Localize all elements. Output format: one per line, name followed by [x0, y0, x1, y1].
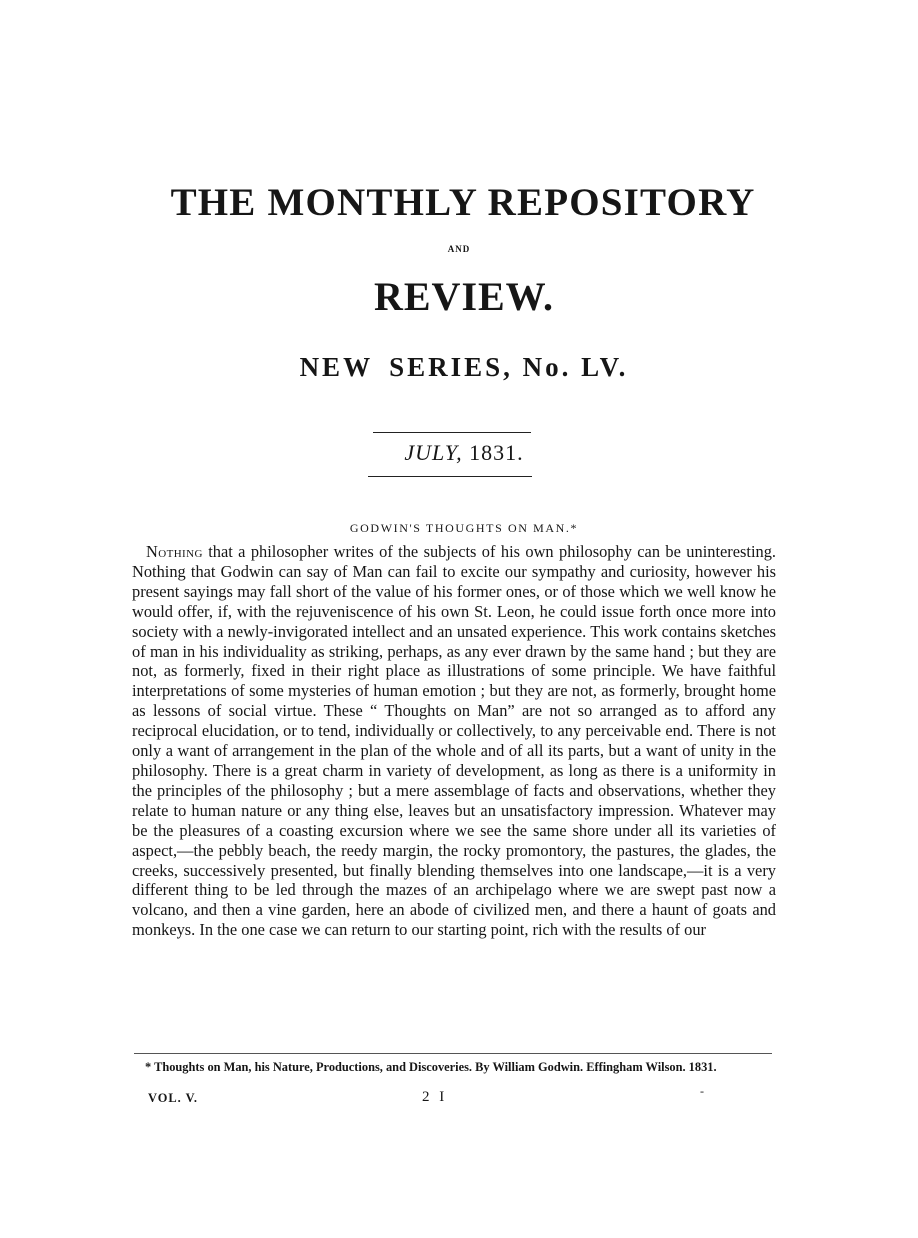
journal-title: THE MONTHLY REPOSITORY	[170, 181, 756, 224]
series-line	[0, 352, 918, 383]
article-title: GODWIN'S THOUGHTS ON MAN.*	[349, 521, 579, 535]
article-body-text: that a philosopher writes of the subjects of his own philosophy can be uninteresting. Nothing that Godwin can say of Man can fail to excite our sympathy and curiosity, however his present sayings may fall short of the value of his former ones, or of those which we well know he would offer, if, with the rejuveniscence of his own St. Leon, he could issue forth once more into society with a newly-invigorated intellect and an unsated experience. This work contains sketches of man in his individuality as striking, perhaps, as any ever drawn by the same hand ; but they are not, as formerly, fixed in their right place as illustrations of some principle. We have faithful interpretations of some mysteries of human emotion ; but they are not, as formerly, brought home as lessons of social virtue. These “ Thoughts on Man” are not so arranged as to afford any reciprocal elucidation, or to tend, individually or collectively, to any perceivable end. There is not only a want of arrangement in the plan of the whole and of all its parts, but a want of unity in the philosophy. There is a great charm in variety of development, as long as there is a uniformity in the principles of the philosophy ; but a mere assemblage of facts and observations, whether they relate to human nature or any thing else, leaves but an unsatisfactory impression. Whatever may be the pleasures of a coasting excursion where we see the same shore under all its varieties of aspect,—the pebbly beach, the reedy margin, the rocky promontory, the pastures, the glades, the creeks, successively presented, but finally blending themselves into one landscape,—it is a very different thing to be led through the mazes of an archipelago where we are swept past now a volcano, and then a vine garden, here an abode of civilized men, and there a haunt of goats and monkeys. In the one case we can return to our starting point, rich with the results of our	[132, 542, 776, 940]
issue-date	[0, 440, 918, 466]
journal-subtitle: REVIEW.	[373, 274, 555, 319]
series-prefix: NEW	[299, 352, 374, 382]
issue-month: JULY,	[404, 440, 463, 465]
volume-number: VOL. V.	[148, 1091, 199, 1105]
series-label: SERIES, No. LV.	[389, 352, 629, 382]
page-mark: -	[700, 1084, 704, 1098]
footnote: * Thoughts on Man, his Nature, Productions, and Discoveries. By William Godwin. Effingham Wilson. 1831.	[145, 1060, 717, 1074]
date-rule-bottom	[368, 476, 532, 477]
issue-year: 1831.	[469, 440, 524, 465]
article-initial-word: Nothing	[146, 542, 203, 561]
date-rule-top	[373, 432, 531, 433]
article-body	[132, 542, 776, 940]
title-conjunction: AND	[447, 244, 471, 254]
signature-mark: 2 I	[422, 1089, 448, 1105]
footnote-rule	[134, 1053, 772, 1054]
